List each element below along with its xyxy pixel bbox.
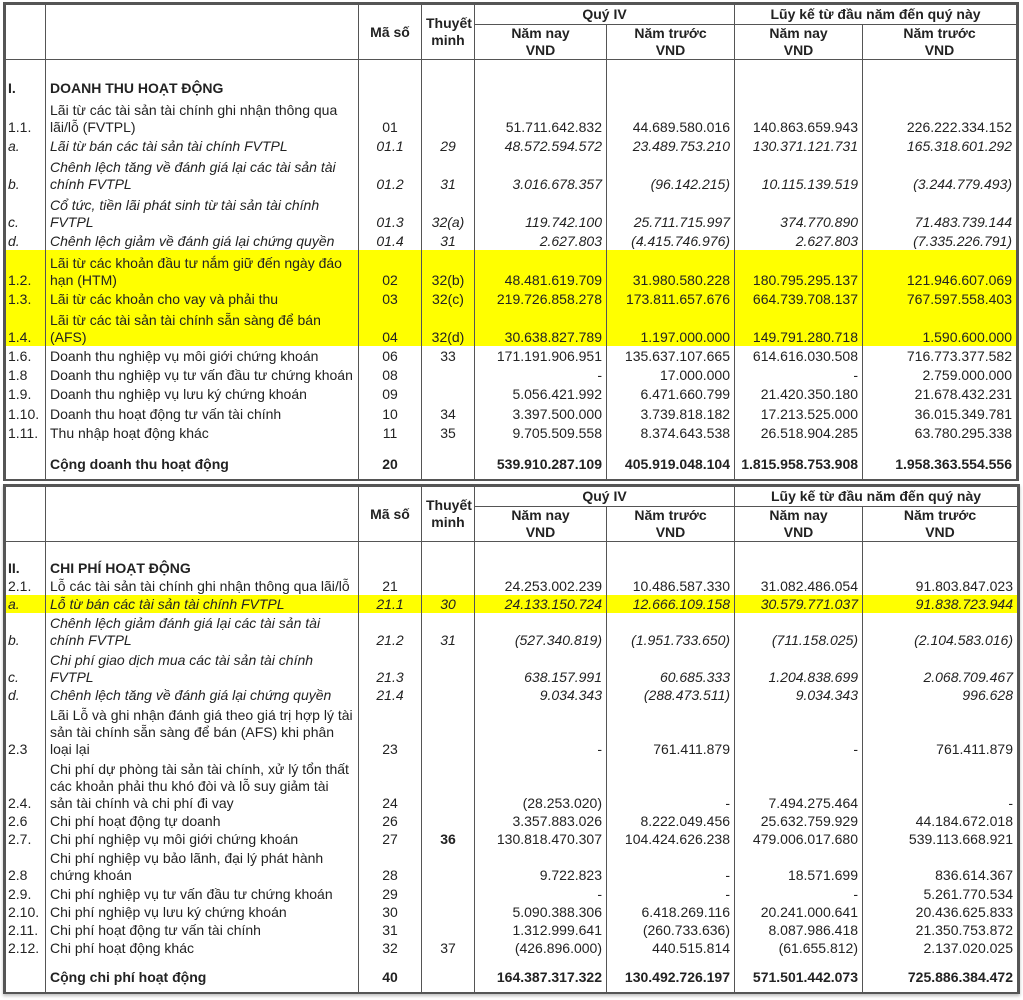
table-row bbox=[6, 136, 1017, 155]
total-ytd-last-year: 725.886.384.472 bbox=[863, 957, 1018, 992]
row-index: b. bbox=[6, 155, 46, 193]
ytd-this-year-value: (711.158.025) bbox=[735, 613, 863, 649]
q4-this-year-value: 119.742.100 bbox=[475, 193, 607, 231]
total-ytd-this-year: 571.501.442.073 bbox=[735, 957, 863, 992]
header-index-cell bbox=[6, 487, 46, 542]
row-label: Chênh lệch tăng về đánh giá lại chứng quyền bbox=[46, 686, 359, 704]
section-index: II. bbox=[6, 542, 46, 578]
q4-this-year-value: 1.312.999.641 bbox=[475, 921, 607, 939]
row-note: 35 bbox=[422, 423, 475, 442]
row-code: 30 bbox=[359, 903, 422, 921]
revenue-table-body bbox=[6, 60, 1017, 480]
row-index: 1.3. bbox=[6, 289, 46, 308]
q4-this-year-value: 24.133.150.724 bbox=[475, 595, 607, 613]
table-row bbox=[6, 903, 1018, 921]
row-note bbox=[422, 921, 475, 939]
section-heading-row bbox=[6, 542, 1018, 578]
q4-this-year-value: 5.090.388.306 bbox=[475, 903, 607, 921]
table-row bbox=[6, 649, 1018, 685]
row-index: 2.4. bbox=[6, 758, 46, 812]
total-q4-this-year: 539.910.287.109 bbox=[475, 442, 607, 479]
q4-last-year-value: (4.415.746.976) bbox=[607, 231, 735, 250]
expense-table-body bbox=[6, 542, 1018, 993]
row-code: 23 bbox=[359, 704, 422, 758]
row-code: 08 bbox=[359, 365, 422, 384]
table-row bbox=[6, 812, 1018, 830]
total-note bbox=[422, 957, 475, 992]
row-label: Doanh thu hoạt động tư vấn tài chính bbox=[46, 403, 359, 422]
table-row bbox=[6, 423, 1017, 442]
row-index: a. bbox=[6, 136, 46, 155]
section-title: CHI PHÍ HOẠT ĐỘNG bbox=[46, 542, 359, 578]
row-index: 2.12. bbox=[6, 939, 46, 957]
ytd-last-year-value: 539.113.668.921 bbox=[863, 830, 1018, 848]
q4-last-year-value: 12.666.109.158 bbox=[607, 595, 735, 613]
q4-last-year-value: 44.689.580.016 bbox=[607, 97, 735, 135]
header-ytd-last-year: Năm trước VND bbox=[863, 507, 1018, 542]
q4-this-year-value: 51.711.642.832 bbox=[475, 97, 607, 135]
header-q4-last-year: Năm trước VND bbox=[607, 25, 735, 60]
table-row bbox=[6, 403, 1017, 422]
table-row bbox=[6, 308, 1017, 346]
table-row bbox=[6, 686, 1018, 704]
row-index: a. bbox=[6, 595, 46, 613]
q4-this-year-value: 2.627.803 bbox=[475, 231, 607, 250]
q4-this-year-value: 9.705.509.558 bbox=[475, 423, 607, 442]
table-row bbox=[6, 758, 1018, 812]
row-code: 09 bbox=[359, 384, 422, 403]
row-index: 1.2. bbox=[6, 250, 46, 288]
row-note bbox=[422, 365, 475, 384]
row-note: 32(a) bbox=[422, 193, 475, 231]
row-index: 1.4. bbox=[6, 308, 46, 346]
ytd-this-year-value: 149.791.280.718 bbox=[735, 308, 863, 346]
ytd-last-year-value: 226.222.334.152 bbox=[863, 97, 1017, 135]
ytd-this-year-value: 664.739.708.137 bbox=[735, 289, 863, 308]
row-label: Chênh lệch giảm về đánh giá lại chứng quyền bbox=[46, 231, 359, 250]
q4-this-year-value: (527.340.819) bbox=[475, 613, 607, 649]
row-note: 32(d) bbox=[422, 308, 475, 346]
row-index: 2.8 bbox=[6, 848, 46, 884]
q4-last-year-value: 6.471.660.799 bbox=[607, 384, 735, 403]
row-code: 28 bbox=[359, 848, 422, 884]
table-row bbox=[6, 830, 1018, 848]
table-row bbox=[6, 193, 1017, 231]
row-index: 1.10. bbox=[6, 403, 46, 422]
ytd-last-year-value: 21.350.753.872 bbox=[863, 921, 1018, 939]
ytd-this-year-value: 2.627.803 bbox=[735, 231, 863, 250]
row-label: Chênh lệch giảm đánh giá lại các tài sản tài chính FVTPL bbox=[46, 613, 359, 649]
row-code: 31 bbox=[359, 921, 422, 939]
ytd-last-year-value: (2.104.583.016) bbox=[863, 613, 1018, 649]
ytd-last-year-value: 761.411.879 bbox=[863, 704, 1018, 758]
header-note: Thuyết minh bbox=[422, 487, 475, 542]
q4-this-year-value: (426.896.000) bbox=[475, 939, 607, 957]
table-row bbox=[6, 921, 1018, 939]
row-code: 21.4 bbox=[359, 686, 422, 704]
row-label: Chi phí giao dịch mua các tài sản tài chính FVTPL bbox=[46, 649, 359, 685]
q4-this-year-value: - bbox=[475, 884, 607, 902]
row-code: 24 bbox=[359, 758, 422, 812]
section-title: DOANH THU HOẠT ĐỘNG bbox=[46, 60, 359, 98]
row-note bbox=[422, 903, 475, 921]
q4-last-year-value: - bbox=[607, 758, 735, 812]
q4-this-year-value: 30.638.827.789 bbox=[475, 308, 607, 346]
ytd-last-year-value: 836.614.367 bbox=[863, 848, 1018, 884]
row-label: Cổ tức, tiền lãi phát sinh từ tài sản tài chính FVTPL bbox=[46, 193, 359, 231]
row-code: 03 bbox=[359, 289, 422, 308]
row-note bbox=[422, 812, 475, 830]
ytd-last-year-value: 71.483.739.144 bbox=[863, 193, 1017, 231]
ytd-last-year-value: 21.678.432.231 bbox=[863, 384, 1017, 403]
total-row bbox=[6, 442, 1017, 479]
row-label: Lãi từ các tài sản tài chính sẵn sàng để bán (AFS) bbox=[46, 308, 359, 346]
q4-this-year-value: (28.253.020) bbox=[475, 758, 607, 812]
row-note: 32(c) bbox=[422, 289, 475, 308]
row-code: 29 bbox=[359, 884, 422, 902]
q4-this-year-value: 9.722.823 bbox=[475, 848, 607, 884]
row-index: 1.1. bbox=[6, 97, 46, 135]
ytd-this-year-value: 374.770.890 bbox=[735, 193, 863, 231]
ytd-this-year-value: 25.632.759.929 bbox=[735, 812, 863, 830]
ytd-last-year-value: 91.838.723.944 bbox=[863, 595, 1018, 613]
row-label: Lãi từ các khoản đầu tư nắm giữ đến ngày đáo hạn (HTM) bbox=[46, 250, 359, 288]
row-note: 37 bbox=[422, 939, 475, 957]
row-note bbox=[422, 758, 475, 812]
q4-this-year-value: 3.357.883.026 bbox=[475, 812, 607, 830]
q4-last-year-value: 23.489.753.210 bbox=[607, 136, 735, 155]
ytd-this-year-value: 30.579.771.037 bbox=[735, 595, 863, 613]
total-label: Cộng doanh thu hoạt động bbox=[46, 442, 359, 479]
row-index: 1.11. bbox=[6, 423, 46, 442]
ytd-last-year-value: 5.261.770.534 bbox=[863, 884, 1018, 902]
ytd-this-year-value: 130.371.121.731 bbox=[735, 136, 863, 155]
ytd-last-year-value: (3.244.779.493) bbox=[863, 155, 1017, 193]
q4-last-year-value: (96.142.215) bbox=[607, 155, 735, 193]
q4-this-year-value: 48.572.594.572 bbox=[475, 136, 607, 155]
table-row bbox=[6, 577, 1018, 595]
row-note bbox=[422, 848, 475, 884]
row-code: 21.3 bbox=[359, 649, 422, 685]
total-ytd-last-year: 1.958.363.554.556 bbox=[863, 442, 1017, 479]
expense-table bbox=[3, 484, 1020, 994]
row-label: Chi phí nghiệp vụ lưu ký chứng khoán bbox=[46, 903, 359, 921]
row-index: 2.10. bbox=[6, 903, 46, 921]
header-index-cell bbox=[6, 5, 46, 60]
row-note bbox=[422, 884, 475, 902]
row-code: 21.2 bbox=[359, 613, 422, 649]
ytd-this-year-value: 1.204.838.699 bbox=[735, 649, 863, 685]
total-q4-this-year: 164.387.317.322 bbox=[475, 957, 607, 992]
ytd-this-year-value: 31.082.486.054 bbox=[735, 577, 863, 595]
q4-this-year-value: 171.191.906.951 bbox=[475, 346, 607, 365]
q4-last-year-value: 440.515.814 bbox=[607, 939, 735, 957]
ytd-this-year-value: 26.518.904.285 bbox=[735, 423, 863, 442]
q4-this-year-value: 24.253.002.239 bbox=[475, 577, 607, 595]
row-code: 21.1 bbox=[359, 595, 422, 613]
header-code: Mã số bbox=[359, 5, 422, 60]
ytd-this-year-value: 17.213.525.000 bbox=[735, 403, 863, 422]
table-row bbox=[6, 704, 1018, 758]
row-code: 01 bbox=[359, 97, 422, 135]
header-q4-this-year: Năm nay VND bbox=[475, 25, 607, 60]
row-label: Doanh thu nghiệp vụ lưu ký chứng khoán bbox=[46, 384, 359, 403]
row-index: 2.3 bbox=[6, 704, 46, 758]
ytd-this-year-value: 8.087.986.418 bbox=[735, 921, 863, 939]
ytd-last-year-value: 36.015.349.781 bbox=[863, 403, 1017, 422]
row-index: 2.6 bbox=[6, 812, 46, 830]
ytd-this-year-value: (61.655.812) bbox=[735, 939, 863, 957]
ytd-this-year-value: 20.241.000.641 bbox=[735, 903, 863, 921]
row-code: 01.3 bbox=[359, 193, 422, 231]
row-label: Chi phí dự phòng tài sản tài chính, xử lý tổn thất các khoản phải thu khó đòi và lỗ suy giảm tài sản tài chính và chi phí đi vay bbox=[46, 758, 359, 812]
ytd-last-year-value: 2.137.020.025 bbox=[863, 939, 1018, 957]
q4-last-year-value: 25.711.715.997 bbox=[607, 193, 735, 231]
revenue-table bbox=[3, 2, 1019, 481]
q4-last-year-value: 104.424.626.238 bbox=[607, 830, 735, 848]
header-group-ytd: Lũy kế từ đầu năm đến quý này bbox=[735, 487, 1018, 507]
ytd-this-year-value: - bbox=[735, 365, 863, 384]
header-group-q4: Quý IV bbox=[475, 5, 735, 25]
q4-this-year-value: 3.397.500.000 bbox=[475, 403, 607, 422]
ytd-this-year-value: 140.863.659.943 bbox=[735, 97, 863, 135]
ytd-last-year-value: 716.773.377.582 bbox=[863, 346, 1017, 365]
ytd-last-year-value: 2.759.000.000 bbox=[863, 365, 1017, 384]
ytd-this-year-value: 10.115.139.519 bbox=[735, 155, 863, 193]
row-note bbox=[422, 649, 475, 685]
q4-last-year-value: 173.811.657.676 bbox=[607, 289, 735, 308]
row-index: 1.8 bbox=[6, 365, 46, 384]
table-row bbox=[6, 384, 1017, 403]
ytd-this-year-value: 614.616.030.508 bbox=[735, 346, 863, 365]
row-index: 1.6. bbox=[6, 346, 46, 365]
q4-last-year-value: 8.374.643.538 bbox=[607, 423, 735, 442]
total-index bbox=[6, 442, 46, 479]
row-index: d. bbox=[6, 686, 46, 704]
row-label: Chi phí hoạt động tự doanh bbox=[46, 812, 359, 830]
q4-last-year-value: 3.739.818.182 bbox=[607, 403, 735, 422]
row-code: 11 bbox=[359, 423, 422, 442]
row-note: 29 bbox=[422, 136, 475, 155]
row-label: Chi phí hoạt động khác bbox=[46, 939, 359, 957]
ytd-last-year-value: 121.946.607.069 bbox=[863, 250, 1017, 288]
row-index: c. bbox=[6, 649, 46, 685]
row-label: Lãi từ các tài sản tài chính ghi nhận thông qua lãi/lỗ (FVTPL) bbox=[46, 97, 359, 135]
row-index: 2.9. bbox=[6, 884, 46, 902]
row-code: 10 bbox=[359, 403, 422, 422]
ytd-this-year-value: 21.420.350.180 bbox=[735, 384, 863, 403]
row-index: b. bbox=[6, 613, 46, 649]
row-code: 04 bbox=[359, 308, 422, 346]
q4-last-year-value: 8.222.049.456 bbox=[607, 812, 735, 830]
ytd-last-year-value: 20.436.625.833 bbox=[863, 903, 1018, 921]
ytd-last-year-value: 91.803.847.023 bbox=[863, 577, 1018, 595]
row-label: Doanh thu nghiệp vụ tư vấn đầu tư chứng khoán bbox=[46, 365, 359, 384]
header-group-q4: Quý IV bbox=[475, 487, 735, 507]
total-note bbox=[422, 442, 475, 479]
total-ytd-this-year: 1.815.958.753.908 bbox=[735, 442, 863, 479]
q4-last-year-value: 10.486.587.330 bbox=[607, 577, 735, 595]
row-code: 21 bbox=[359, 577, 422, 595]
q4-last-year-value: - bbox=[607, 884, 735, 902]
table-row bbox=[6, 595, 1018, 613]
row-label: Chênh lệch tăng về đánh giá lại các tài sản tài chính FVTPL bbox=[46, 155, 359, 193]
table-row bbox=[6, 884, 1018, 902]
header-code: Mã số bbox=[359, 487, 422, 542]
q4-last-year-value: 761.411.879 bbox=[607, 704, 735, 758]
q4-last-year-value: (260.733.636) bbox=[607, 921, 735, 939]
row-label: Thu nhập hoạt động khác bbox=[46, 423, 359, 442]
table-row bbox=[6, 613, 1018, 649]
q4-last-year-value: 17.000.000 bbox=[607, 365, 735, 384]
section-index: I. bbox=[6, 60, 46, 98]
row-code: 32 bbox=[359, 939, 422, 957]
ytd-last-year-value: 44.184.672.018 bbox=[863, 812, 1018, 830]
ytd-this-year-value: 479.006.017.680 bbox=[735, 830, 863, 848]
table-row bbox=[6, 231, 1017, 250]
row-note: 30 bbox=[422, 595, 475, 613]
row-label: Lỗ các tài sản tài chính ghi nhận thông qua lãi/lỗ bbox=[46, 577, 359, 595]
ytd-last-year-value: (7.335.226.791) bbox=[863, 231, 1017, 250]
q4-this-year-value: 3.016.678.357 bbox=[475, 155, 607, 193]
row-index: 2.7. bbox=[6, 830, 46, 848]
table-row bbox=[6, 365, 1017, 384]
ytd-this-year-value: 7.494.275.464 bbox=[735, 758, 863, 812]
table-row bbox=[6, 155, 1017, 193]
header-group-ytd: Lũy kế từ đầu năm đến quý này bbox=[735, 5, 1017, 25]
q4-this-year-value: 219.726.858.278 bbox=[475, 289, 607, 308]
ytd-last-year-value: 63.780.295.338 bbox=[863, 423, 1017, 442]
row-note bbox=[422, 704, 475, 758]
row-label: Chi phí hoạt động tư vấn tài chính bbox=[46, 921, 359, 939]
header-q4-this-year: Năm nay VND bbox=[475, 507, 607, 542]
header-q4-last-year: Năm trước VND bbox=[607, 507, 735, 542]
row-index: c. bbox=[6, 193, 46, 231]
ytd-last-year-value: 2.068.709.467 bbox=[863, 649, 1018, 685]
total-code: 20 bbox=[359, 442, 422, 479]
q4-this-year-value: - bbox=[475, 704, 607, 758]
row-code: 27 bbox=[359, 830, 422, 848]
total-code: 40 bbox=[359, 957, 422, 992]
q4-last-year-value: 135.637.107.665 bbox=[607, 346, 735, 365]
q4-this-year-value: 5.056.421.992 bbox=[475, 384, 607, 403]
ytd-this-year-value: 9.034.343 bbox=[735, 686, 863, 704]
row-note: 32(b) bbox=[422, 250, 475, 288]
row-code: 01.1 bbox=[359, 136, 422, 155]
row-label: Chi phí nghiệp vụ môi giới chứng khoán bbox=[46, 830, 359, 848]
ytd-last-year-value: 165.318.601.292 bbox=[863, 136, 1017, 155]
header-label-cell bbox=[46, 5, 359, 60]
total-q4-last-year: 130.492.726.197 bbox=[607, 957, 735, 992]
section-heading-row bbox=[6, 60, 1017, 98]
q4-last-year-value: (1.951.733.650) bbox=[607, 613, 735, 649]
header-note: Thuyết minh bbox=[422, 5, 475, 60]
table-row bbox=[6, 346, 1017, 365]
ytd-this-year-value: - bbox=[735, 884, 863, 902]
row-label: Doanh thu nghiệp vụ môi giới chứng khoán bbox=[46, 346, 359, 365]
row-index: 2.11. bbox=[6, 921, 46, 939]
ytd-this-year-value: 18.571.699 bbox=[735, 848, 863, 884]
expense-table-header bbox=[6, 487, 1018, 542]
q4-this-year-value: 48.481.619.709 bbox=[475, 250, 607, 288]
row-note bbox=[422, 577, 475, 595]
row-index: 1.9. bbox=[6, 384, 46, 403]
header-ytd-this-year: Năm nay VND bbox=[735, 25, 863, 60]
table-row bbox=[6, 250, 1017, 288]
row-label: Lãi từ bán các tài sản tài chính FVTPL bbox=[46, 136, 359, 155]
total-index bbox=[6, 957, 46, 992]
row-note: 31 bbox=[422, 613, 475, 649]
row-label: Chi phí nghiệp vụ bảo lãnh, đại lý phát hành chứng khoán bbox=[46, 848, 359, 884]
row-code: 26 bbox=[359, 812, 422, 830]
total-q4-last-year: 405.919.048.104 bbox=[607, 442, 735, 479]
table-row bbox=[6, 289, 1017, 308]
total-row bbox=[6, 957, 1018, 992]
row-note: 31 bbox=[422, 231, 475, 250]
row-note: 36 bbox=[422, 830, 475, 848]
ytd-last-year-value: 767.597.558.403 bbox=[863, 289, 1017, 308]
row-index: 2.1. bbox=[6, 577, 46, 595]
header-ytd-this-year: Năm nay VND bbox=[735, 507, 863, 542]
table-row bbox=[6, 848, 1018, 884]
row-note bbox=[422, 686, 475, 704]
header-label-cell bbox=[46, 487, 359, 542]
row-code: 01.2 bbox=[359, 155, 422, 193]
q4-last-year-value: (288.473.511) bbox=[607, 686, 735, 704]
row-code: 06 bbox=[359, 346, 422, 365]
header-ytd-last-year: Năm trước VND bbox=[863, 25, 1017, 60]
q4-last-year-value: 31.980.580.228 bbox=[607, 250, 735, 288]
q4-this-year-value: - bbox=[475, 365, 607, 384]
row-note bbox=[422, 97, 475, 135]
q4-this-year-value: 130.818.470.307 bbox=[475, 830, 607, 848]
ytd-this-year-value: - bbox=[735, 704, 863, 758]
row-note: 31 bbox=[422, 155, 475, 193]
row-note: 34 bbox=[422, 403, 475, 422]
row-label: Chi phí nghiệp vụ tư vấn đầu tư chứng khoán bbox=[46, 884, 359, 902]
revenue-table-header bbox=[6, 5, 1017, 60]
q4-last-year-value: 60.685.333 bbox=[607, 649, 735, 685]
ytd-this-year-value: 180.795.295.137 bbox=[735, 250, 863, 288]
q4-last-year-value: 6.418.269.116 bbox=[607, 903, 735, 921]
ytd-last-year-value: 996.628 bbox=[863, 686, 1018, 704]
q4-last-year-value: 1.197.000.000 bbox=[607, 308, 735, 346]
table-row bbox=[6, 97, 1017, 135]
row-label: Lỗ từ bán các tài sản tài chính FVTPL bbox=[46, 595, 359, 613]
row-index: d. bbox=[6, 231, 46, 250]
q4-this-year-value: 9.034.343 bbox=[475, 686, 607, 704]
q4-last-year-value: - bbox=[607, 848, 735, 884]
q4-this-year-value: 638.157.991 bbox=[475, 649, 607, 685]
ytd-last-year-value: 1.590.600.000 bbox=[863, 308, 1017, 346]
row-code: 01.4 bbox=[359, 231, 422, 250]
row-note: 33 bbox=[422, 346, 475, 365]
row-note bbox=[422, 384, 475, 403]
row-label: Lãi Lỗ và ghi nhận đánh giá theo giá trị hợp lý tài sản tài chính sẵn sàng để bán (AFS) khi phân loại lại bbox=[46, 704, 359, 758]
total-label: Cộng chi phí hoạt động bbox=[46, 957, 359, 992]
table-row bbox=[6, 939, 1018, 957]
ytd-last-year-value: - bbox=[863, 758, 1018, 812]
row-code: 02 bbox=[359, 250, 422, 288]
row-label: Lãi từ các khoản cho vay và phải thu bbox=[46, 289, 359, 308]
